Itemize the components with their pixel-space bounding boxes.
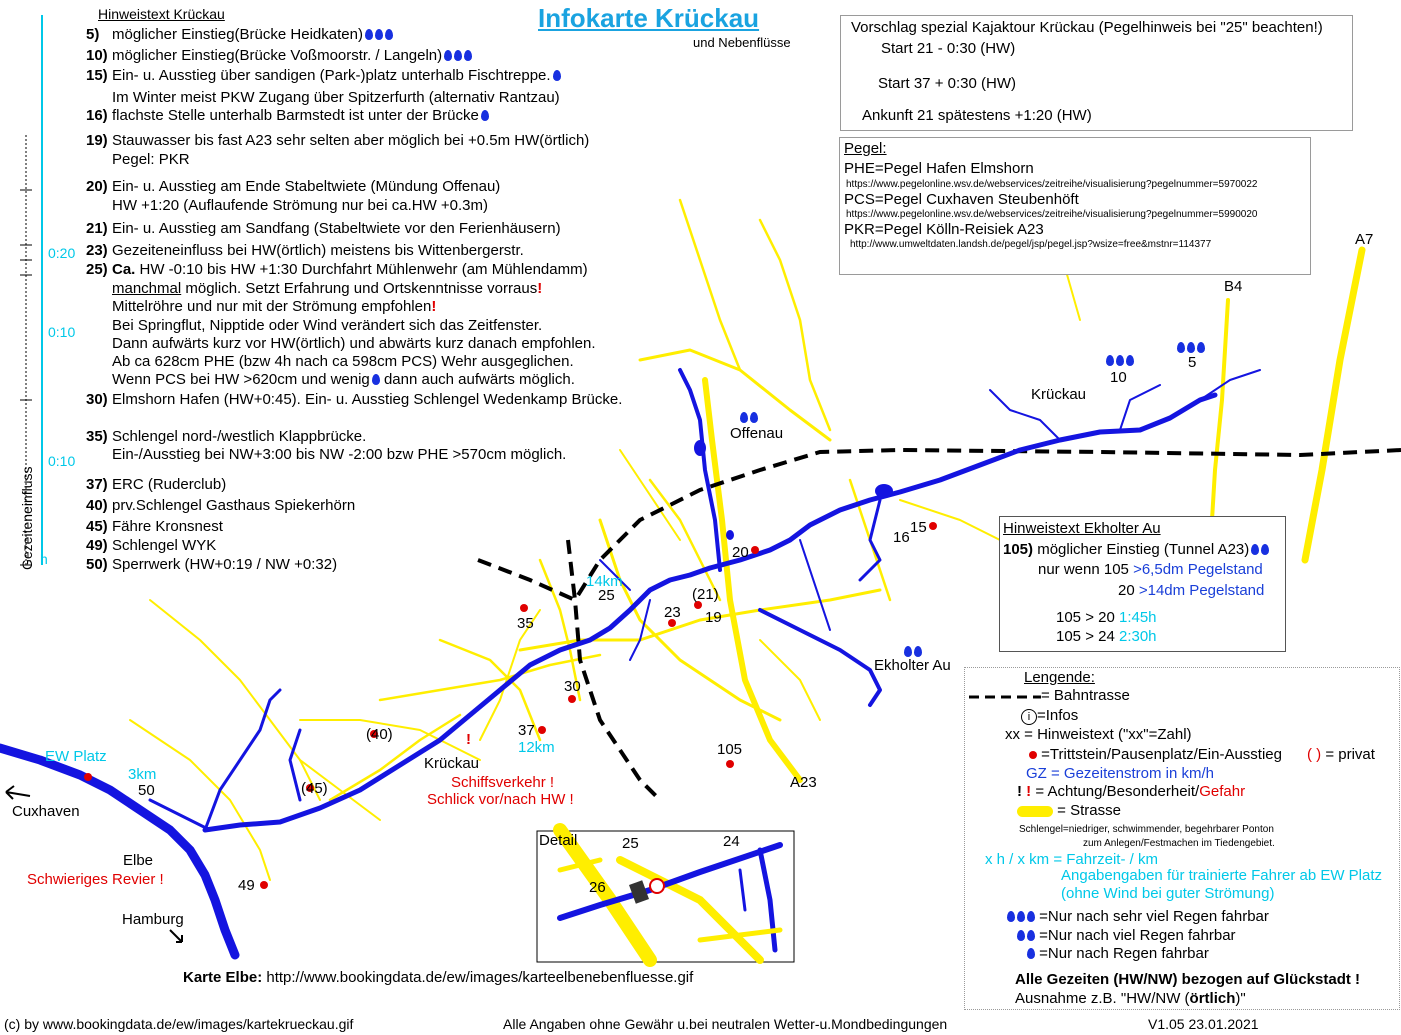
- ekholt-title: Hinweistext Ekholter Au: [1003, 520, 1161, 537]
- page-title: Infokarte Krückau: [538, 3, 760, 33]
- pegel-phe-name: PHE=Pegel Hafen Elmshorn: [844, 160, 1034, 177]
- hint-row: 15) Ein- u. Ausstieg über sandigen (Park-)platz unterhalb Fischtreppe.: [86, 68, 561, 85]
- tour-panel: [840, 15, 1353, 131]
- footer-karte: Karte Elbe: http://www.bookingdata.de/ew/images/karteelbenebenfluesse.gif: [183, 969, 694, 986]
- hint-row: 19) Stauwasser bis fast A23 sehr selten aber möglich bei +0.5m HW(örtlich): [86, 132, 590, 149]
- arrow-cuxhaven: [6, 786, 30, 799]
- label-hamburg: Hamburg: [122, 911, 184, 928]
- label-14km: 14km: [586, 573, 623, 590]
- legend-gz: GZ = Gezeitenstrom in km/h: [1026, 765, 1214, 782]
- point-16: 16: [893, 529, 910, 546]
- point-20: 20: [732, 544, 749, 561]
- footer-version: V1.05 23.01.2021: [1148, 1016, 1259, 1032]
- rest-points: [84, 519, 937, 889]
- legend-privat: ( ) = privat: [1307, 746, 1375, 763]
- point-37: 37: [518, 722, 535, 739]
- hint-row: 30) Elmshorn Hafen (HW+0:45). Ein- u. Ausstieg Schlengel Wedenkamp Brücke.: [86, 391, 623, 408]
- legend-angaben-2: (ohne Wind bei guter Strömung): [1061, 885, 1275, 902]
- hint-row: Im Winter meist PKW Zugang über Spitzerfurth (alternativ Rantzau): [112, 89, 560, 106]
- hint-row: Wenn PCS bei HW >620cm und wenig dann auch aufwärts möglich.: [112, 371, 575, 388]
- hint-row: 49) Schlengel WYK: [86, 537, 217, 554]
- drops-10: [1102, 353, 1134, 368]
- pegel-title: Pegel:: [844, 140, 887, 157]
- arrow-hamburg: [170, 930, 182, 942]
- hint-heading: Hinweistext Krückau: [98, 6, 225, 22]
- label-ekholter-au: Ekholter Au: [874, 657, 951, 674]
- pegel-pcs-link[interactable]: https://www.pegelonline.wsv.de/webservices/zeitreihe/visualisierung?pegelnummer=5990020: [846, 209, 1258, 220]
- hint-row: 23) Gezeiteneinfluss bei HW(örtlich) meistens bis Wittenbergerstr.: [86, 242, 524, 259]
- legend-schlengel-2: zum Anlegen/Festmachen im Tiedengebiet.: [1083, 838, 1275, 849]
- ekholt-line-4: 105 > 20 1:45h: [1056, 609, 1157, 626]
- drops-ekholter: [900, 644, 922, 659]
- river-elbe: [0, 748, 235, 955]
- hint-row: 45) Fähre Kronsnest: [86, 518, 223, 535]
- label-12km: 12km: [518, 739, 555, 756]
- timeline-tick-3: 0:10: [48, 453, 76, 469]
- timeline-tick-1: 0:20: [48, 245, 76, 261]
- hint-row: Bei Springflut, Nipptide oder Wind verändert sich das Zeitfenster.: [112, 317, 543, 334]
- drops-offenau: [736, 410, 758, 425]
- label-warning: !: [466, 731, 471, 748]
- legend-angaben-1: Angabengaben für trainierte Fahrer ab EW Platz: [1061, 867, 1383, 884]
- point-21: (21): [692, 586, 719, 603]
- detail-point-25: 25: [622, 835, 639, 852]
- label-ew-platz: EW Platz: [45, 748, 107, 765]
- legend-note-1: Alle Gezeiten (HW/NW) bezogen auf Glückstadt !: [1015, 971, 1361, 988]
- legend-title: Lengende:: [1024, 669, 1095, 686]
- footer-disclaimer: Alle Angaben ohne Gewähr u.bei neutralen Wetter-u.Mondbedingungen: [503, 1016, 948, 1032]
- legend-drop-1: =Nur nach Regen fahrbar: [1023, 946, 1209, 963]
- hint-row: Dann aufwärts kurz vor HW(örtlich) und abwärts kurz danach empfohlen.: [112, 335, 596, 352]
- legend-drop-2: =Nur nach viel Regen fahrbar: [1013, 928, 1236, 945]
- point-15: 15: [910, 519, 927, 536]
- ekholt-line-1: 105) möglicher Einstieg (Tunnel A23): [1003, 542, 1269, 559]
- pegel-pcs-name: PCS=Pegel Cuxhaven Steubenhöft: [844, 191, 1079, 208]
- hint-row: manchmal möglich. Setzt Erfahrung und Ortskenntnisse vorraus!: [112, 280, 543, 297]
- detail-point-26: 26: [589, 879, 606, 896]
- ekholt-line-3: 20 >14dm Pegelstand: [1118, 582, 1265, 599]
- label-kruckau-west: Krückau: [424, 755, 480, 772]
- lake-barmstedt: [875, 484, 893, 498]
- point-23: 23: [664, 604, 681, 621]
- legend-hinweis: xx = Hinweistext ("xx"=Zahl): [1005, 726, 1192, 743]
- timeline-tick-2: 0:10: [48, 324, 76, 340]
- page-subtitle: und Nebenflüsse: [693, 35, 791, 50]
- road-a7: [1305, 250, 1362, 560]
- road-b4: [1212, 300, 1228, 520]
- point-40: (40): [366, 726, 393, 743]
- legend-bahn: = Bahntrasse: [1041, 687, 1130, 704]
- lake-offenau: [694, 440, 706, 456]
- legend-panel: [964, 667, 1400, 1010]
- pegel-pkr-name: PKR=Pegel Kölln-Reisiek A23: [844, 221, 1044, 238]
- hint-row: 40) prv.Schlengel Gasthaus Spiekerhörn: [86, 497, 356, 514]
- ekholt-panel: [999, 516, 1286, 652]
- pegel-phe-link[interactable]: https://www.pegelonline.wsv.de/webservices/zeitreihe/visualisierung?pegelnummer=5970022: [846, 179, 1258, 190]
- point-35: 35: [517, 615, 534, 632]
- hint-row: 16) flachste Stelle unterhalb Barmstedt ist unter der Brücke: [86, 108, 489, 125]
- label-kruckau-east: Krückau: [1031, 386, 1087, 403]
- footer-karte-link[interactable]: http://www.bookingdata.de/ew/images/karteelbenebenfluesse.gif: [266, 969, 694, 986]
- legend-fahrzeit: x h / x km = Fahrzeit- / km: [985, 851, 1158, 868]
- point-30: 30: [564, 678, 581, 695]
- label-3km: 3km: [128, 766, 157, 783]
- pegel-panel: [839, 137, 1311, 275]
- timeline-unit: h: [40, 551, 48, 567]
- footer-copy: (c) by www.bookingdata.de/ew/images/kartekrueckau.gif: [4, 1016, 354, 1032]
- label-b4: B4: [1224, 278, 1243, 295]
- legend-note-2: Ausnahme z.B. "HW/NW (örtlich)": [1015, 990, 1246, 1007]
- point-105: 105: [717, 741, 743, 758]
- legend-schlengel-1: Schlengel=niedriger, schwimmender, begehrbarer Ponton: [1019, 824, 1274, 835]
- tour-line-3: Ankunft 21 spätestens +1:20 (HW): [862, 107, 1092, 124]
- point-19: 19: [705, 609, 722, 626]
- ekholt-line-5: 105 > 24 2:30h: [1056, 628, 1157, 645]
- label-cuxhaven: Cuxhaven: [12, 803, 80, 820]
- detail-point-24: 24: [723, 833, 740, 850]
- hint-row: Pegel: PKR: [112, 151, 190, 168]
- point-25: 25: [598, 587, 615, 604]
- legend-trittstein: =Trittstein/Pausenplatz/Ein-Ausstieg: [1029, 747, 1282, 764]
- tour-line-2: Start 37 + 0:30 (HW): [878, 75, 1016, 92]
- label-schlick: Schlick vor/nach HW !: [427, 791, 574, 808]
- point-45: (45): [301, 780, 328, 797]
- hint-row: 37) ERC (Ruderclub): [86, 476, 227, 493]
- point-50: 50: [138, 782, 155, 799]
- legend-achtung: ! ! = Achtung/Besonderheit/Gefahr: [1017, 783, 1246, 800]
- label-schiffsverkehr: Schiffsverkehr !: [451, 774, 555, 791]
- lake-small: [726, 530, 734, 540]
- label-elbe: Elbe: [123, 852, 154, 869]
- tour-line-1: Start 21 - 0:30 (HW): [881, 40, 1016, 57]
- point-5: 5: [1188, 354, 1197, 371]
- ekholt-line-2: nur wenn 105 >6,5dm Pegelstand: [1038, 561, 1263, 578]
- legend-drop-3: =Nur nach sehr viel Regen fahrbar: [1003, 909, 1269, 926]
- hint-row: 50) Sperrwerk (HW+0:19 / NW +0:32): [86, 556, 338, 573]
- hint-row: 10) möglicher Einstieg(Brücke Voßmoorstr. / Langeln): [86, 48, 472, 65]
- hint-row: Ab ca 628cm PHE (bzw 4h nach ca 598cm PCS) Wehr ausgeglichen.: [112, 353, 574, 370]
- hint-row: 20) Ein- u. Ausstieg am Ende Stabeltwiete (Mündung Offenau): [86, 178, 501, 195]
- hint-row: HW +1:20 (Auflaufende Strömung nur bei ca.HW +0.3m): [112, 197, 489, 214]
- label-offenau: Offenau: [730, 425, 784, 442]
- hint-row: Mittelröhre und nur mit der Strömung empfohlen!: [112, 298, 437, 315]
- pegel-pkr-link[interactable]: http://www.umweltdaten.landsh.de/pegel/jsp/pegel.jsp?wsize=free&mstnr=114377: [850, 239, 1212, 250]
- label-schwieriges-revier: Schwieriges Revier !: [27, 871, 164, 888]
- hint-row: 35) Schlengel nord-/westlich Klappbrücke.: [86, 428, 367, 445]
- point-49: 49: [238, 877, 255, 894]
- legend-infos: i =Infos: [1021, 708, 1078, 725]
- tour-title: Vorschlag spezial Kajaktour Krückau (Pegelhinweis bei "25" beachten!): [851, 19, 1323, 36]
- label-a23: A23: [790, 774, 817, 791]
- point-10: 10: [1110, 369, 1127, 386]
- label-a7: A7: [1355, 231, 1374, 248]
- hint-row: Ein-/Ausstieg bei NW+3:00 bis NW -2:00 bzw PHE >570cm möglich.: [112, 446, 567, 463]
- label-detail: Detail: [539, 832, 578, 849]
- legend-strasse: = Strasse: [1017, 803, 1121, 820]
- hint-row: 21) Ein- u. Ausstieg am Sandfang (Stabeltwiete vor den Ferienhäusern): [86, 220, 561, 237]
- hint-row: 5) möglicher Einstieg(Brücke Heidkaten): [86, 27, 393, 44]
- hint-row: 25) Ca. HW -0:10 bis HW +1:30 Durchfahrt Mühlenwehr (am Mühlendamm): [86, 261, 588, 278]
- timeline-label: Gezeiteneinfluss: [19, 466, 35, 570]
